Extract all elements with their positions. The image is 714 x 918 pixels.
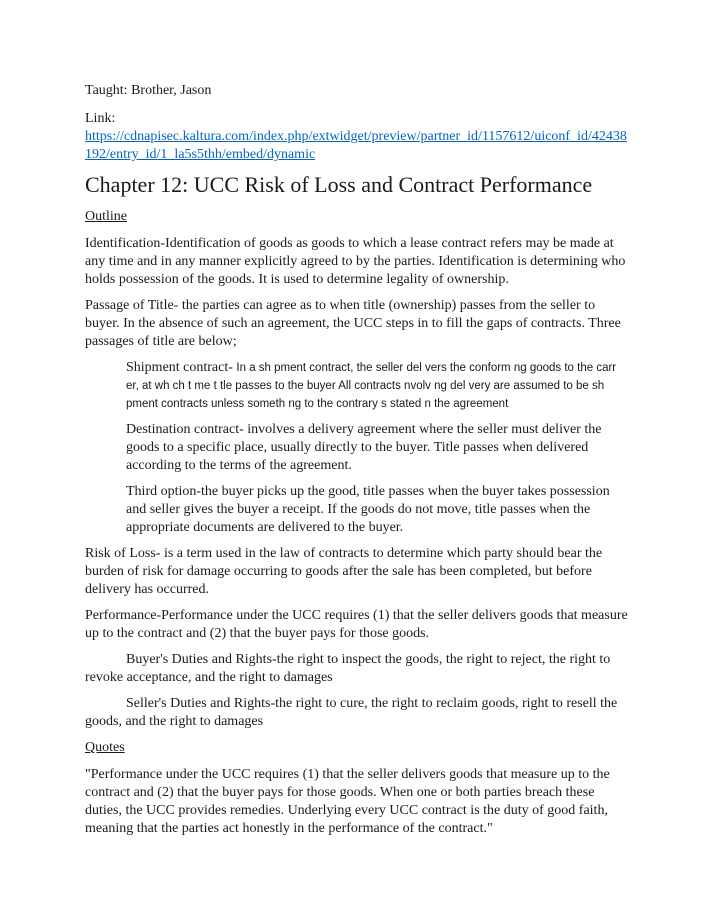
destination-contract-paragraph: Destination contract- involves a delivery agreement where the seller must deliver the goods to a specific place, usually directly to the buyer. Title passes when delivered according to the terms of the agreement. — [126, 422, 602, 473]
quotes-heading: Quotes — [85, 740, 125, 755]
performance-paragraph: Performance-Performance under the UCC requires (1) that the seller delivers goods that measure up to the contract and (2) that the buyer pays for those goods. — [85, 608, 628, 641]
identification-paragraph: Identification-Identification of goods as goods to which a lease contract refers may be made at any time and in any manner explicitly agreed to by the parties. Identification is determining who holds possession of the goods. It is used to determine legality of ownership. — [85, 236, 626, 287]
third-option-paragraph: Third option-the buyer picks up the good, title passes when the buyer takes possession and seller gives the buyer a receipt. If the goods do not move, title passes when the appropriate documents are delivered to the buyer. — [126, 484, 610, 535]
link-block — [85, 110, 630, 164]
link-label: Link: — [85, 111, 116, 126]
sellers-duties-paragraph: Seller's Duties and Rights-the right to cure, the right to reclaim goods, right to resell the goods, and the right to damages — [85, 696, 618, 729]
lecture-video-link[interactable]: https://cdnapisec.kaltura.com/index.php/extwidget/preview/partner_id/1157612/uiconf_id/42438192/entry_id/1_la5s5thh/embed/dynamic — [85, 129, 627, 162]
shipment-contract-label: Shipment contract- — [126, 360, 237, 375]
outline-heading: Outline — [85, 209, 127, 224]
buyers-duties-paragraph: Buyer's Duties and Rights-the right to inspect the goods, the right to reject, the right to revoke acceptance, and the right to damages — [85, 652, 611, 685]
quote-paragraph: "Performance under the UCC requires (1) that the seller delivers goods that measure up to the contract and (2) that the buyer pays for those goods. When one or both parties breach these duties, the UCC provides remedies. Underlying every UCC contract is the duty of good faith, meaning that the parties act honestly in the performance of the contract." — [85, 767, 610, 836]
chapter-title: Chapter 12: UCC Risk of Loss and Contract Performance — [85, 172, 593, 197]
shipment-contract-text: In a sh pment contract, the seller del vers the conform ng goods to the carr er, at wh ch t me t tle passes to the buyer All contracts nvolv ng del very are assumed to be sh pment contracts unless someth ng to the contrary s stated n the agreement — [126, 362, 617, 410]
taught-by-line: Taught: Brother, Jason — [85, 83, 212, 98]
risk-of-loss-paragraph: Risk of Loss- is a term used in the law of contracts to determine which party should bear the burden of risk for damage occurring to goods after the sale has been completed, but before delivery has occurred. — [85, 546, 603, 597]
shipment-contract-paragraph — [85, 359, 630, 413]
passage-of-title-paragraph: Passage of Title- the parties can agree as to when title (ownership) passes from the seller to buyer. In the absence of such an agreement, the UCC steps in to fill the gaps of contracts. Three passages of title are below; — [85, 298, 621, 349]
